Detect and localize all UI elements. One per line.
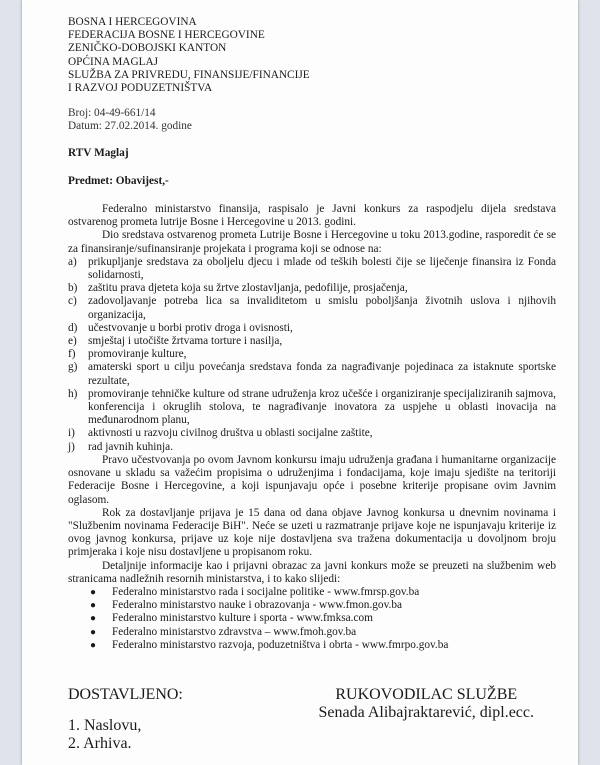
ministry-link-text: Federalno ministarstvo rada i socijalne politike - www.fmrsp.gov.ba	[112, 585, 420, 598]
list-item	[68, 322, 556, 335]
distribution-item: 2. Arhiva.	[68, 735, 132, 752]
document-meta	[68, 107, 556, 133]
signer-role: RUKOVODILAC SLUŽBE	[335, 686, 518, 703]
letterhead-line: FEDERACIJA BOSNE I HERCEGOVINE	[68, 29, 265, 42]
list-item	[68, 441, 556, 454]
letterhead-line: OPĆINA MAGLAJ	[68, 55, 159, 68]
list-item	[68, 388, 556, 428]
distribution-block	[68, 686, 183, 753]
letter-body	[68, 203, 556, 652]
paragraph: Detaljnije informacije kao i prijavni obrazac za javni konkurs može se preuzeti na službenim web stranicama nadležnih resornih ministarstva, i to kako slijedi:	[68, 559, 556, 585]
list-item-text: promoviranje kulture,	[88, 348, 187, 361]
letterhead-line: I RAZVOJ PODUZETNIŠTVA	[68, 82, 213, 95]
subject-line: Predmet: Obavijest,-	[68, 174, 169, 187]
distribution-heading: DOSTAVLJENO:	[68, 686, 183, 703]
bullet-icon: ●	[90, 639, 97, 651]
list-item-text: promoviranje tehničke kulture od strane udruženja kroz učešće i organiziranje specijaliziranih sajmova, konferencija i okruglih stolova, te nagrađivanje inovatora za uspjehe u oblasti inovacija na međunarodnom planu,	[88, 387, 556, 427]
bullet-icon: ●	[90, 626, 97, 638]
paragraph: Federalno ministarstvo finansija, raspisalo je Javni konkurs za raspodjelu dijela sredstava ostvarenog prometa lutrije Bosne i Hercegovine u 2013. godini.	[68, 203, 556, 229]
list-marker: f)	[68, 348, 76, 361]
letterhead-line: BOSNA I HERCEGOVINA	[68, 16, 197, 28]
recipient: RTV Maglaj	[68, 146, 129, 159]
ministry-link-text: Federalno ministarstvo nauke i obrazovanja - www.fmon.gov.ba	[112, 599, 402, 612]
letterhead	[68, 16, 556, 95]
list-item-text: zadovoljavanje potreba lica sa invaliditetom u smislu poboljšanja životnih uslova i njihovih organizacija,	[88, 295, 556, 321]
list-marker: b)	[68, 282, 78, 295]
reference-number: Broj: 04-49-661/14	[68, 107, 156, 120]
list-item	[90, 599, 556, 612]
document-page	[22, 0, 578, 765]
bullet-icon: ●	[90, 600, 97, 612]
paragraph: Rok za dostavljanje prijava je 15 dana od dana objave Javnog konkursa u dnevnim novinama i "Službenim novinama Federacije BiH". Neće se uzeti u razmatranje prijave koje ne ispunjavaju kriterije iz ovog javnog konkursa, prijave uz koje nije dostavljena sva tražena dokumentacija u dovoljnom broju primjeraka i koje nisu dostavljene u propisanom roku.	[68, 506, 556, 559]
bullet-icon: ●	[90, 613, 97, 625]
list-marker: e)	[68, 335, 77, 348]
ministry-link-text: Federalno ministarstvo zdravstva – www.fmoh.gov.ba	[112, 625, 357, 638]
list-item	[90, 612, 556, 625]
list-item-text: smještaj i utočište žrtvama torture i nasilja,	[88, 335, 283, 348]
list-item-text: zaštitu prava djeteta koja su žrtve zlostavljanja, pedofilije, prosjačenja,	[88, 282, 408, 295]
signature-block	[319, 686, 534, 722]
signer-name: Senada Alibajraktarević, dipl.ecc.	[318, 704, 534, 721]
list-item-text: rad javnih kuhinja.	[88, 440, 174, 453]
list-marker: a)	[68, 255, 77, 268]
list-item	[68, 282, 556, 295]
list-item-text: aktivnosti u razvoju civilnog društva u oblasti socijalne zaštite,	[88, 427, 373, 440]
paragraph: Dio sredstava ostvarenog prometa Lutrije Bosne i Hercegovine u toku 2013.godine, rasporedit će se za finansiranje/sufinansiranje projekata i programa koji se odnose na:	[68, 229, 556, 255]
list-marker: i)	[68, 427, 75, 440]
list-marker: j)	[68, 440, 75, 453]
list-item	[90, 639, 556, 652]
letterhead-line: SLUŽBA ZA PRIVREDU, FINANSIJE/FINANCIJE	[68, 68, 310, 81]
letterhead-line: ZENIČKO-DOBOJSKI KANTON	[68, 42, 227, 55]
list-item	[68, 256, 556, 282]
ministry-link-text: Federalno ministarstvo razvoja, poduzetništva i obrta - www.fmrpo.gov.ba	[112, 638, 449, 651]
list-item	[68, 348, 556, 361]
ministry-link-text: Federalno ministarstvo kulture i sporta - www.fmksa.com	[112, 612, 373, 625]
list-marker: c)	[68, 295, 77, 308]
distribution-item: 1. Naslovu,	[68, 717, 142, 734]
funding-areas-list	[68, 256, 556, 454]
list-marker: g)	[68, 361, 78, 374]
document-date: Datum: 27.02.2014. godine	[68, 120, 192, 133]
list-item	[90, 586, 556, 599]
paragraph: Pravo učestvovanja po ovom Javnom konkursu imaju udruženja građana i humanitarne organizacije osnovane u skladu sa važećim propisima o udruženjima i fondacijama, koje imaju sjedište na teritoriji Federacije Bosne i Hercegovine, a koji ispunjavaju opće i posebne kriterije propisane ovim Javnim oglasom.	[68, 453, 556, 506]
list-item-text: prikupljanje sredstava za oboljelu djecu i mlade od teških bolesti čije se liječenje finansira iz Fonda solidarnosti,	[88, 255, 556, 282]
ministries-list	[68, 586, 556, 652]
bullet-icon: ●	[90, 586, 97, 598]
list-item	[68, 295, 556, 321]
list-marker: h)	[68, 387, 78, 400]
list-item	[68, 427, 556, 440]
list-item-text: učestvovanje u borbi protiv droga i ovisnosti,	[88, 321, 293, 334]
document-content	[68, 16, 556, 652]
list-item	[68, 361, 556, 387]
list-marker: d)	[68, 321, 78, 334]
list-item	[90, 626, 556, 639]
list-item	[68, 335, 556, 348]
list-item-text: amaterski sport u cilju povećanja sredstava fonda za nagrađivanje pojedinaca za istaknute sportske rezultate,	[88, 361, 556, 387]
